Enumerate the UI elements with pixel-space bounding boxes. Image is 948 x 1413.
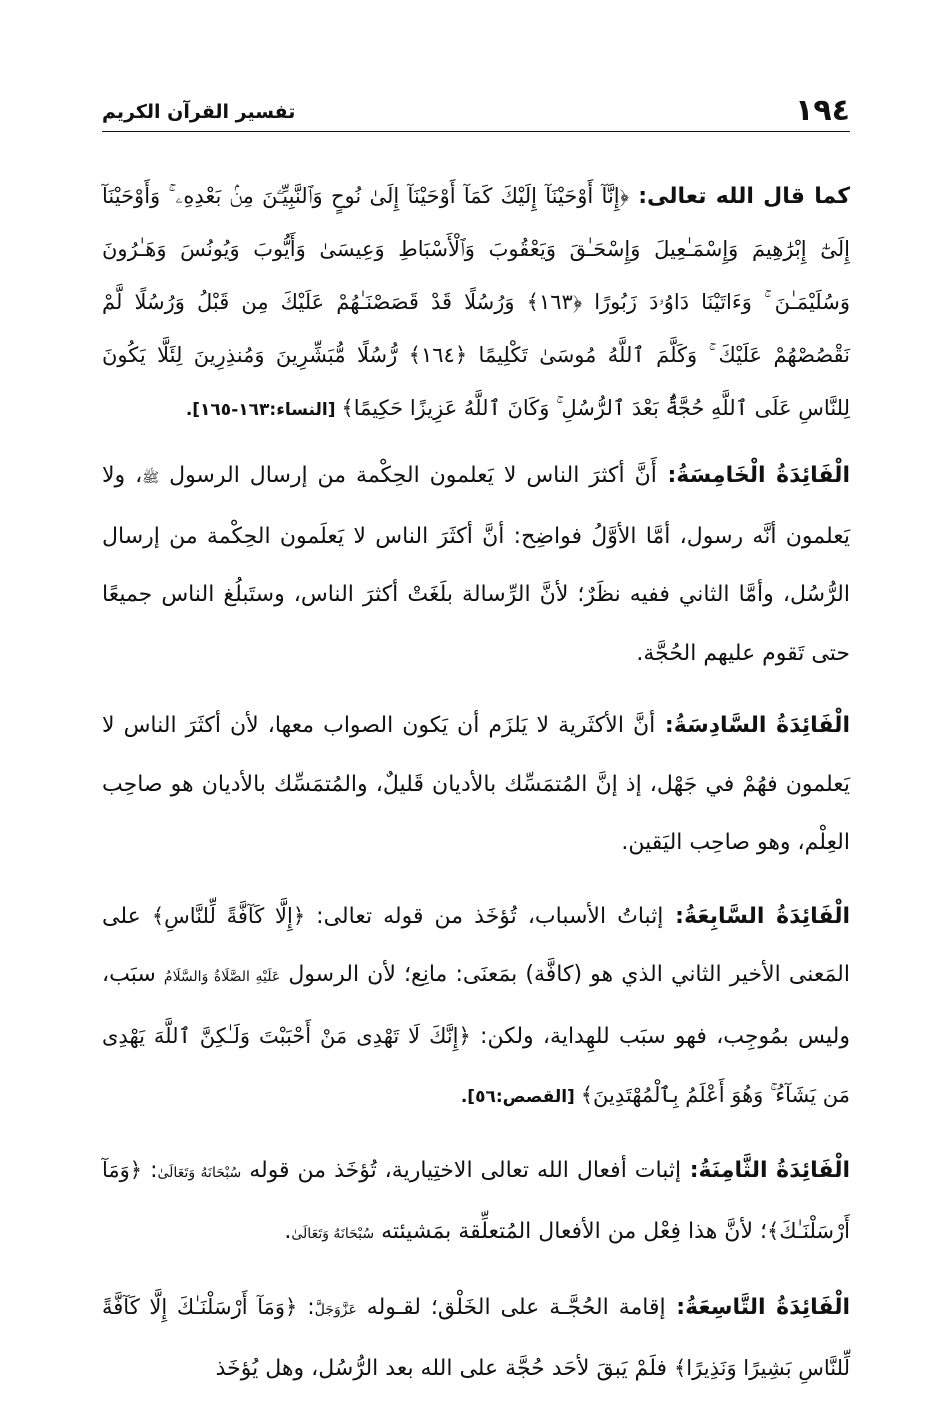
honorific-phrase: سُبْحَانَهُ وَتَعَالَىٰ [157,1164,242,1181]
quran-verse: ﴿وَمَآ أَرْسَلْنَـٰكَ﴾ [102,1157,850,1243]
benefit-heading-5: الْفَائِدَةُ الْخَامِسَةُ: [656,463,850,488]
benefit-text: على المَعنى الأخير الثاني الذي هو (كافَّة) بمَعنَى: مانِع؛ لأن الرسول [102,903,850,987]
paragraph-benefit-5 [102,447,850,683]
benefit-heading-6: الْفَائِدَةُ السَّادِسَةُ: [655,713,850,738]
honorific-phrase: سُبْحَانَهُ وَتَعَالَىٰ [291,1226,375,1242]
benefit-text: أَنَّ أكثرَ الناس لا يَعلمون الحِكْمة من إرسال الرسول [159,463,657,488]
benefit-text: : [297,1294,315,1320]
benefit-text: . [284,1219,292,1244]
page-body [102,170,850,1413]
benefit-text: ؛ لأنَّ هذا فِعْل من الأفعال المُتعلِّقة بمَشيئته [374,1219,767,1244]
benefit-heading-9: الْفَائِدَةُ التَّاسِعَةُ: [665,1294,851,1320]
benefit-heading-7: الْفَائِدَةُ السَّابِعَةُ: [663,903,850,929]
intro-phrase: كما قال الله تعالى: [628,184,851,209]
benefit-text: إثبات أفعال الله تعالى الاختِيارية، تُؤخَذ من قوله [241,1157,682,1183]
benefit-text: ، ولا يَعلمون أنَّه رسول، أمَّا الأوَّلُ فواضِح: أنَّ أكثَرَ الناس لا يَعلَمون الحِكْمة من إرسال الرُّسُل، وأمَّا الثاني ففيه نظَرٌ؛ لأنَّ الرِّسالة بلَغَتْ أكثرَ الناس، وستَبلُغ الناس جميعًا حتى تَقوم عليهم الحُجَّة. [102,463,850,666]
paragraph-benefit-6 [102,697,850,873]
paragraph-benefit-8 [102,1141,850,1264]
paragraph-benefit-9 [102,1278,850,1399]
quran-verse: ﴿وَمَآ أَرْسَلْنَـٰكَ إِلَّا كَآفَّةً لِّلنَّاسِ بَشِيرًا وَنَذِيرًا﴾ [102,1294,850,1380]
benefit-text: فلَمْ يَبقَ لأحَد حُجَّة على الله بعد الرُّسُل، وهل يُؤخَذ [215,1356,674,1381]
paragraph-benefit-7 [102,887,850,1127]
page-number: ١٩٤ [795,93,850,128]
page-header [102,92,850,132]
benefit-heading-8: الْفَائِدَةُ الثَّامِنَةُ: [681,1157,851,1183]
verse-reference: [القصص:٥٦]. [460,1087,581,1107]
benefit-text: سبَب، وليس بمُوجِب، فهو سبَب للهِداية، ولكن: [102,962,850,1049]
benefit-text: أنَّ الأكثَرية لا يَلزَم أن يَكون الصواب معها، لأن أكثَرَ الناس لا يَعلمون فهُمْ في جَهْل، إذ إنَّ المُتمَسِّك بالأديان قَليلٌ، والمُتمَسِّك بالأديان هو صاحِب العِلْم، وهو صاحِب اليَقين. [102,713,850,855]
quran-verse: ﴿إِلَّا كَآفَّةً لِّلنَّاسِ﴾ [151,903,306,928]
benefit-text: : [142,1157,158,1183]
verse-reference: [النساء:١٦٣-١٦٥]. [185,400,342,420]
honorific-salutation: عَلَيْهِ الصَّلَاةُ وَالسَّلَامُ [163,969,281,985]
header-rule [102,131,850,132]
honorific-phrase: عَزَّوَجَلَّ [314,1301,357,1318]
benefit-text: إثباتُ الأسباب، تُؤخَذ من قوله تعالى: [305,903,664,929]
quran-verse-nisa: ﴿إِنَّآ أَوْحَيْنَآ إِلَيْكَ كَمَآ أَوْحَيْنَآ إِلَىٰ نُوحٍ وَٱلنَّبِيِّـۧنَ مِنۢ بَعْدِهِۦ ۚ وَأَوْحَيْنَآ إِلَىٰٓ إِبْرَٰهِيمَ وَإِسْمَـٰعِيلَ وَإِسْحَـٰقَ وَيَعْقُوبَ وَٱلْأَسْبَاطِ وَعِيسَىٰ وَأَيُّوبَ وَيُونُسَ وَهَـٰرُونَ وَسُلَيْمَـٰنَ ۚ وَءَاتَيْنَا دَاوُۥدَ زَبُورًا ﴿١٦٣﴾ وَرُسُلًا قَدْ قَصَصْنَـٰهُمْ عَلَيْكَ مِن قَبْلُ وَرُسُلًا لَّمْ نَقْصُصْهُمْ عَلَيْكَ ۚ وَكَلَّمَ ٱللَّهُ مُوسَىٰ تَكْلِيمًا ﴿١٦٤﴾ رُّسُلًا مُّبَشِّرِينَ وَمُنذِرِينَ لِئَلَّا يَكُونَ لِلنَّاسِ عَلَى ٱللَّهِ حُجَّةٌۢ بَعْدَ ٱلرُّسُلِ ۚ وَكَانَ ٱللَّهُ عَزِيزًا حَكِيمًا﴾ [102,184,851,420]
paragraph-quran-quote [102,170,850,437]
book-title: تفسير القرآن الكريم [102,101,296,123]
benefit-text: إقامة الحُجَّـة على الخَلْق؛ لقـوله [356,1294,666,1320]
quran-verse: ﴿إِنَّكَ لَا تَهْدِى مَنْ أَحْبَبْتَ وَلَـٰكِنَّ ٱللَّهَ يَهْدِى مَن يَشَآءُ ۚ وَهُوَ أَعْلَمُ بِٱلْمُهْتَدِينَ﴾ [102,1023,850,1107]
honorific-salutation: ﷺ [142,470,160,486]
